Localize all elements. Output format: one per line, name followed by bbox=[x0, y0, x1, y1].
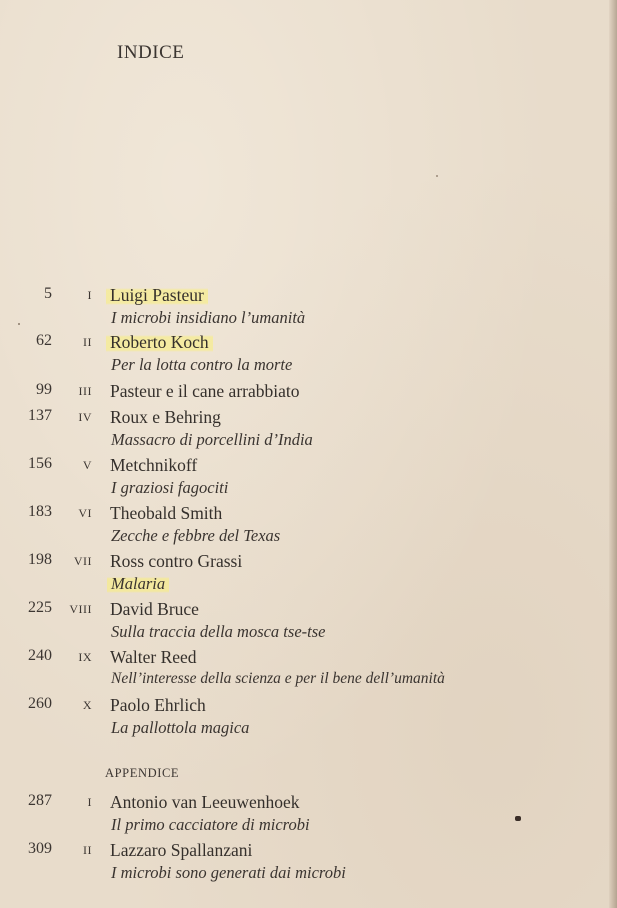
chapter-subtitle: Il primo cacciatore di microbi bbox=[111, 815, 310, 834]
chapter-subtitle: La pallottola magica bbox=[111, 718, 250, 737]
chapter-subtitle: Nell’interesse della scienza e per il bene dell’umanità bbox=[111, 670, 445, 687]
chapter-numeral: VIII bbox=[69, 602, 92, 616]
chapter-subtitle: Sulla traccia della mosca tse-tse bbox=[111, 622, 326, 641]
ink-spot bbox=[515, 816, 521, 821]
chapter-numeral: VII bbox=[73, 554, 92, 568]
chapter-numeral: X bbox=[82, 698, 92, 712]
chapter-title: Theobald Smith bbox=[110, 503, 223, 523]
chapter-subtitle: I microbi insidiano l’umanità bbox=[111, 308, 306, 327]
page-edge bbox=[609, 0, 617, 908]
highlight-mark: Roberto Koch bbox=[106, 332, 213, 352]
appendix-heading: APPENDICE bbox=[105, 766, 180, 780]
page-number: 137 bbox=[28, 407, 52, 424]
page-number: 156 bbox=[28, 455, 52, 472]
page-number: 240 bbox=[28, 647, 52, 664]
chapter-subtitle: Massacro di porcellini d’India bbox=[111, 430, 313, 449]
chapter-subtitle: Per la lotta contro la morte bbox=[111, 355, 293, 374]
chapter-title: Metchnikoff bbox=[110, 455, 198, 475]
chapter-numeral: V bbox=[82, 458, 92, 472]
chapter-subtitle: I graziosi fagociti bbox=[111, 478, 229, 497]
chapter-title: Roux e Behring bbox=[110, 407, 221, 427]
chapter-numeral: II bbox=[83, 335, 92, 349]
highlight-mark: Malaria bbox=[107, 574, 169, 593]
chapter-subtitle: Zecche e febbre del Texas bbox=[111, 526, 281, 545]
page-number: 5 bbox=[44, 285, 52, 302]
chapter-title: Antonio van Leeuwenhoek bbox=[110, 792, 300, 812]
chapter-numeral: VI bbox=[78, 506, 92, 520]
chapter-numeral: IV bbox=[78, 410, 92, 424]
chapter-subtitle bbox=[111, 574, 169, 594]
chapter-title: Paolo Ehrlich bbox=[110, 695, 206, 715]
chapter-title bbox=[110, 285, 208, 306]
chapter-title: Walter Reed bbox=[110, 647, 197, 667]
chapter-title: Pasteur e il cane arrabbiato bbox=[110, 381, 300, 401]
chapter-title: Ross contro Grassi bbox=[110, 551, 243, 571]
page-number: 198 bbox=[28, 551, 52, 568]
chapter-title: David Bruce bbox=[110, 599, 199, 619]
page-number: 99 bbox=[36, 381, 52, 398]
page-number: 287 bbox=[28, 792, 52, 809]
chapter-numeral: I bbox=[87, 795, 92, 809]
chapter-title: Lazzaro Spallanzani bbox=[110, 840, 253, 860]
page-number: 62 bbox=[36, 332, 52, 349]
chapter-subtitle: I microbi sono generati dai microbi bbox=[111, 863, 346, 882]
ink-spot bbox=[436, 175, 438, 177]
chapter-numeral: III bbox=[78, 384, 92, 398]
page-number: 309 bbox=[28, 840, 52, 857]
chapter-numeral: II bbox=[83, 843, 92, 857]
page-title: INDICE bbox=[117, 42, 185, 63]
page-number: 183 bbox=[28, 503, 52, 520]
page-number: 260 bbox=[28, 695, 52, 712]
ink-spot bbox=[18, 323, 20, 325]
page-number: 225 bbox=[28, 599, 52, 616]
chapter-title bbox=[110, 332, 213, 353]
chapter-numeral: IX bbox=[78, 650, 92, 664]
chapter-numeral: I bbox=[87, 288, 92, 302]
highlight-mark: Luigi Pasteur bbox=[106, 285, 208, 305]
